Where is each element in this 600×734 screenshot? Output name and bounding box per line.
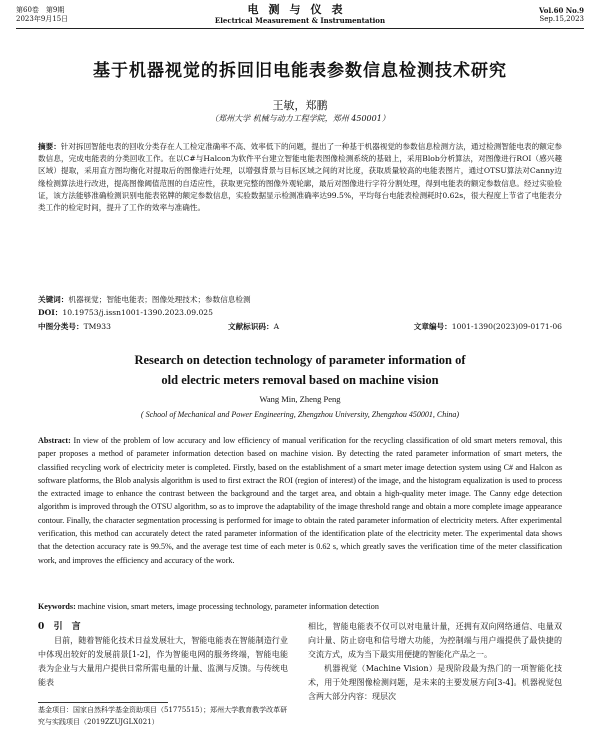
keywords-en: [38, 600, 562, 613]
journal-name-en: Electrical Measurement & Instrumentation: [214, 16, 386, 25]
intro-paragraph-right-2: 机器视觉（Machine Vision）是现阶段最为热门的一项智能化技术，用于处理图像检测问题，是未来的主要发展方向[3-4]。机器视觉包含两大部分内容：现层次: [308, 664, 562, 701]
funding-footnote: 基金项目：国家自然科学基金资助项目（51775515）；郑州大学教育教学改革研究与实践项目（2019ZZUJGLX021）: [38, 706, 288, 726]
abstract-en: [38, 434, 562, 567]
header-center: [16, 4, 584, 26]
doi-label: DOI：: [38, 308, 63, 317]
keywords-cn-text: 机器视觉；智能电能表；图像处理技术；参数信息检测: [68, 295, 251, 304]
abstract-cn-text: 针对拆回智能电表的回收分类存在人工检定准确率不高、效率低下的问题，提出了一种基于机器视觉的参数信息检测方法，通过检测智能电表的额定参数信息，完成电能表的分类回收工作。在以C#与Halcon为软件平台建立智能电能表图像检测系统的基础上，采用Blob分析算法，对图像进行ROI（感兴趣区域）提取，采用直方图均衡化对提取后的图像进行处理，以增强背景与目标区域之间的对比度，获取质量较高的电能表图片，通过OTSU算法对Canny边缘检测算法进行改进，提高图像阈值范围的自适应性，获取更完整的图像外观轮廓，最后对图像进行字符分割处理，得到电能表的额定参数信息。经过实验验证，该方法能够准确检测识别电能表铭牌的额定参数信息，实验数据显示检测准确率达99.5%，平均每台电能表检测耗时0.62s，很大程度上节省了电能表分类工作的检定时间，提升了工作的效率与准确性。: [38, 142, 563, 213]
abstract-cn: [38, 141, 562, 214]
affiliation-en: ( School of Mechanical and Power Engineering, Zhengzhou University, Zhengzhou 450001, China): [140, 410, 460, 419]
abstract-en-label: Abstract:: [38, 436, 71, 445]
keywords-en-label: Keywords:: [38, 602, 76, 611]
date-cn: 2023年9月15日: [16, 15, 69, 23]
running-header: [16, 4, 584, 29]
authors-en: Wang Min, Zheng Peng: [259, 394, 341, 404]
affiliation-cn: （郑州大学 机械与动力工程学院，郑州 450001）: [210, 114, 390, 123]
volume-cn: 第60卷 第9期: [16, 6, 65, 14]
header-right: [539, 6, 584, 24]
keywords-en-text: machine vision, smart meters, image processing technology, parameter information detection: [77, 602, 379, 611]
intro-paragraph-left: 目前，随着智能化技术日益发展壮大，智能电能表在智能制造行业中体现出较好的发展前景[1-2]，作为智能电网的服务终端，智能电能表为企业与大量用户提供日常所需电量的计量、监测与反馈。与传统电能表: [38, 636, 288, 687]
doi-line: [38, 307, 562, 319]
left-column: [38, 620, 288, 690]
section-title: 引 言: [53, 622, 81, 632]
section-number: 0: [38, 622, 45, 632]
classification-row: [38, 321, 562, 333]
article-number: 文章编号：1001-1390(2023)09-0171-06: [413, 322, 562, 331]
journal-name-cn: 电测与仪表: [247, 3, 353, 16]
doi-value: 10.19753/j.issn1001-1390.2023.09.025: [62, 308, 213, 317]
volume-en: Vol.60 No.9: [539, 6, 584, 15]
abstract-cn-label: 摘要：: [38, 142, 61, 151]
paper-title-cn: 基于机器视觉的拆回旧电能表参数信息检测技术研究: [93, 61, 507, 81]
title-en-line-2: old electric meters removal based on machine vision: [161, 373, 439, 387]
paper-title-en: [0, 350, 600, 390]
keywords-cn-label: 关键词：: [38, 295, 69, 304]
right-column: [308, 620, 562, 704]
date-en: Sep.15,2023: [539, 15, 584, 23]
keywords-cn: [38, 294, 562, 306]
authors-cn: 王敏，郑鹏: [272, 99, 328, 112]
document-code: 文献标识码：A: [228, 322, 280, 331]
abstract-en-text: In view of the problem of low accuracy and low efficiency of manual verification for the recycling classification of old smart meters removal, this paper proposes a method of parameter information detection based on machine vision. By detecting the rated parameter information of smart meters, the classified recycling work of electricity meter is completed. Firstly, based on the establishment of a smart meter image detection system using C# and Halcon as software platforms, the Blob analysis algorithm is used to first extract the ROI (region of interest) of the image, and the histogram equalization is used to process the extracted image to enhance the contrast between the background and the target area, and obtain a high-quality meter image. The Canny edge detection algorithm is improved through the OTSU algorithm, so as to improve the adaptability of the image threshold range and obtain a more complete image appearance contour. Finally, the character segmentation processing is performed for image to obtain the rated parameter information of electricity meters. After experimental verification, this method can accurately detect the rated parameter information of the identification plate of the electricity meter. The experimental data shows that the detection accuracy rate is 99.5%, and the average test time of each meter is 0.62 s, which greatly saves the verification time of the meter classification work, and improves the efficiency and accuracy of the work.: [38, 436, 562, 565]
intro-paragraph-right-1: 相比，智能电能表不仅可以对电量计量，还拥有双向网络通信、电量双向计量、防止窃电和信号增大功能，为控制端与用户端提供了最快捷的交流方式，成为当下最实用便捷的智能化产品之一。: [308, 622, 562, 659]
clc-code: 中图分类号：TM933: [38, 322, 111, 331]
section-heading: [38, 620, 288, 634]
title-en-line-1: Research on detection technology of parameter information of: [134, 353, 466, 367]
footnote-rule: [38, 702, 168, 703]
